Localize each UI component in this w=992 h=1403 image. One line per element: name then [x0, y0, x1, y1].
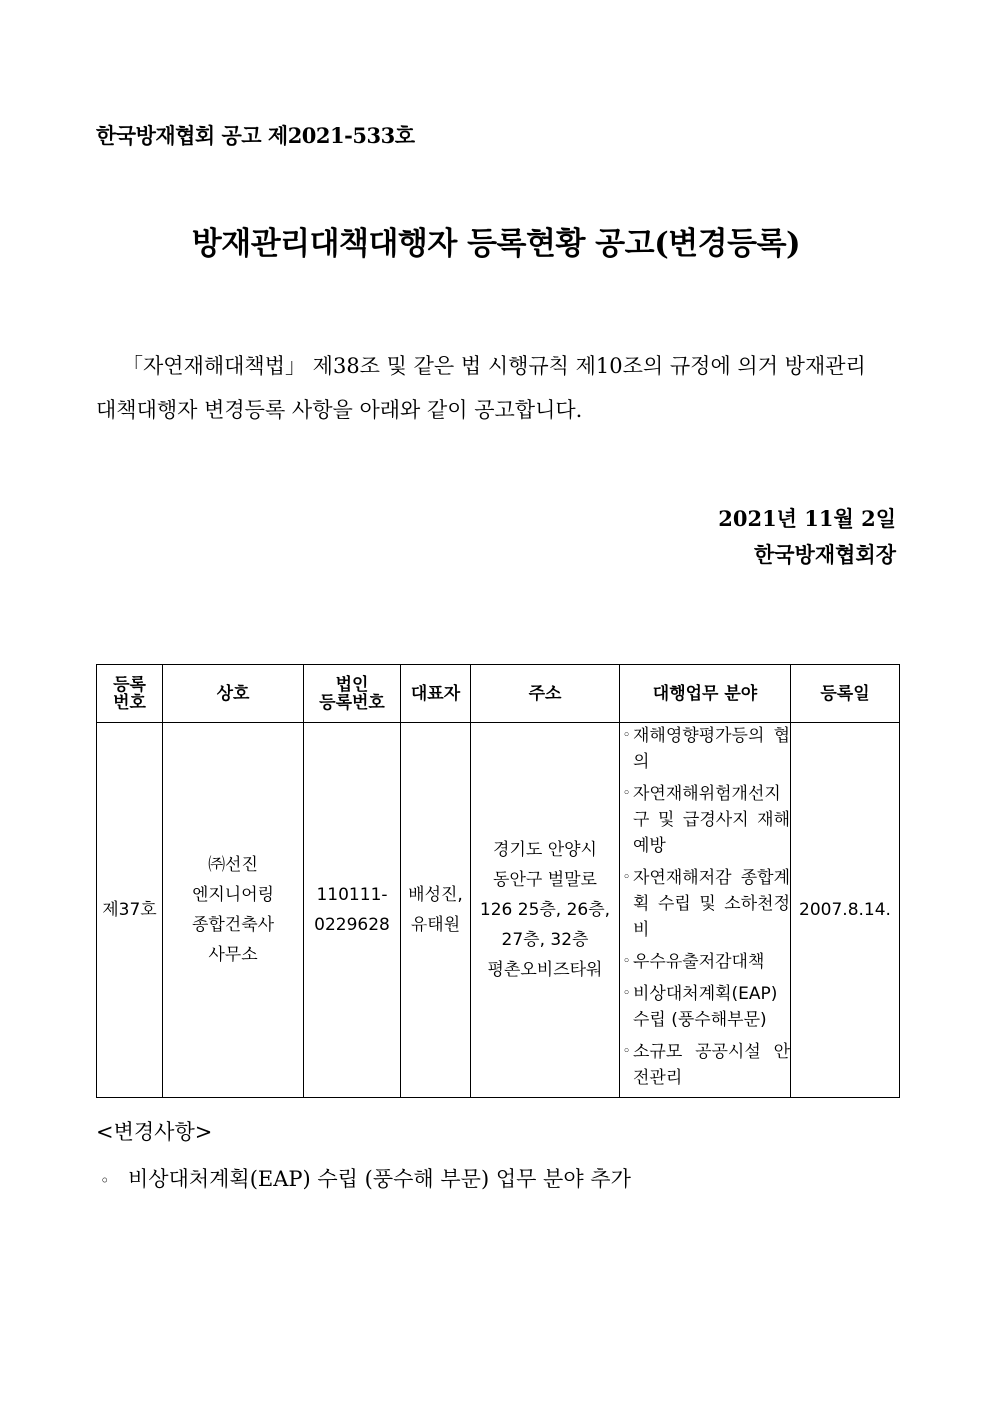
notice-body-line-1: 「자연재해대책법」 제38조 및 같은 법 시행규칙 제10조의 규정에 의거 방재관리 [122, 354, 866, 378]
work-item-text: 비상대처계획(EAP) 수립 (풍수해부문) [633, 984, 778, 1030]
cell-corp-no [304, 723, 401, 1098]
header-reg-no-line-2: 번호 [113, 692, 146, 713]
corp-no-line: 110111- [316, 885, 388, 905]
header-work-field: 대행업무 분야 [620, 665, 791, 723]
bullet-icon: ◦ [622, 986, 631, 1001]
changes-label: <변경사항> [96, 1120, 213, 1144]
address-line: 경기도 안양시 [493, 840, 597, 860]
registration-table [96, 664, 900, 1098]
header-reg-no-line-1: 등록 [113, 674, 146, 695]
changes-item [100, 1163, 631, 1193]
work-item-text: 소규모 공공시설 안전관리 [633, 1042, 790, 1088]
header-representative: 대표자 [401, 665, 471, 723]
notice-date: 2021년 11월 2일 [718, 506, 896, 531]
bullet-icon: ◦ [622, 728, 631, 743]
cell-reg-date: 2007.8.14. [791, 723, 900, 1098]
company-line: 종합건축사 [191, 915, 275, 935]
bullet-icon: ◦ [622, 954, 631, 969]
header-corp-no [304, 665, 401, 723]
address-line: 동안구 벌말로 [493, 870, 597, 890]
work-item-text: 우수유출저감대책 [633, 952, 765, 972]
cell-reg-no: 제37호 [97, 723, 163, 1098]
notice-number: 한국방재협회 공고 제2021-533호 [96, 123, 415, 148]
work-item-text: 재해영향평가등의 협의 [633, 726, 790, 772]
cell-representative [401, 723, 471, 1098]
bullet-icon: ◦ [622, 1044, 631, 1059]
list-item [620, 981, 790, 1033]
bullet-icon: ◦ [100, 1171, 110, 1190]
bullet-icon: ◦ [622, 786, 631, 801]
changes-item-text: 비상대처계획(EAP) 수립 (풍수해 부문) 업무 분야 추가 [128, 1167, 631, 1191]
header-reg-no [97, 665, 163, 723]
header-address: 주소 [471, 665, 620, 723]
table-row [97, 723, 900, 1098]
company-line: 사무소 [208, 945, 258, 965]
list-item [620, 865, 790, 943]
header-reg-date: 등록일 [791, 665, 900, 723]
representative-line: 유태원 [410, 915, 461, 935]
notice-body-line-2: 대책대행자 변경등록 사항을 아래와 같이 공고합니다. [96, 398, 583, 422]
bullet-icon: ◦ [622, 870, 631, 885]
corp-no-line: 0229628 [314, 915, 390, 935]
notice-body [96, 344, 896, 432]
cell-address [471, 723, 620, 1098]
list-item [620, 1039, 790, 1091]
address-line: 126 25층, 26층, [479, 900, 611, 920]
list-item [620, 781, 790, 859]
issuer-name: 한국방재협회장 [753, 542, 896, 567]
page-title: 방재관리대책대행자 등록현황 공고(변경등록) [191, 226, 801, 262]
company-line: 엔지니어링 [191, 885, 275, 905]
header-company: 상호 [163, 665, 304, 723]
address-line: 27층, 32층 [501, 930, 589, 950]
header-corp-no-line-1: 법인 [335, 674, 369, 695]
work-item-text: 자연재해위험개선지구 및 급경사지 재해예방 [633, 784, 790, 856]
header-corp-no-line-2: 등록번호 [319, 692, 385, 713]
list-item [620, 723, 790, 775]
cell-work-field [620, 723, 791, 1098]
representative-line: 배성진, [408, 885, 463, 905]
work-item-text: 자연재해저감 종합계획 수립 및 소하천정비 [633, 868, 790, 940]
cell-company [163, 723, 304, 1098]
list-item [620, 949, 790, 975]
table-header-row [97, 665, 900, 723]
address-line: 평촌오비즈타워 [487, 960, 603, 980]
company-line: ㈜선진 [208, 855, 258, 875]
